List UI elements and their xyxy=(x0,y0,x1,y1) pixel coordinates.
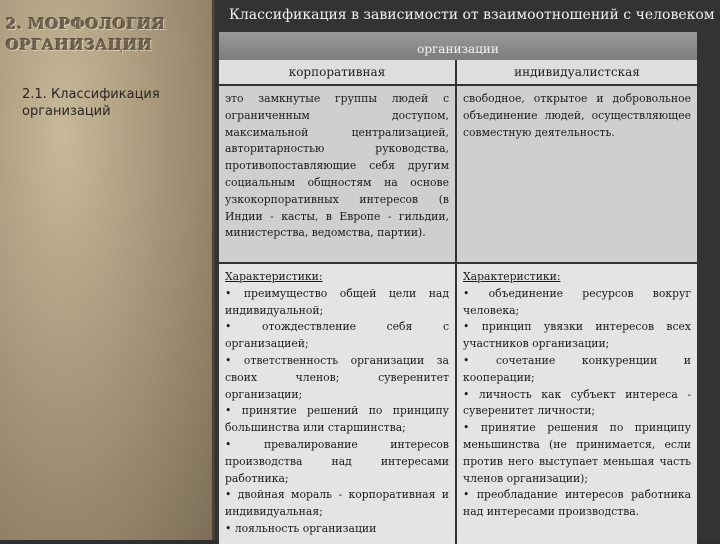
corporate-trait: • отождествление себя с организацией; xyxy=(225,320,449,351)
column-header-individualist: индивидуалистская xyxy=(457,60,697,84)
classification-table xyxy=(219,32,697,544)
individualist-characteristics xyxy=(457,264,697,544)
corporate-trait: • принятие решений по принципу большинства или старшинства; xyxy=(225,404,449,435)
individualist-trait: • объединение ресурсов вокруг человека; xyxy=(463,286,691,317)
individualist-trait: • личность как субъект интереса - суверенитет личности; xyxy=(463,387,691,418)
slide-heading: Классификация в зависимости от взаимоотношений с человеком xyxy=(229,7,715,23)
corporate-trait: • двойная мораль - корпоративная и индивидуальная; xyxy=(225,488,449,519)
individualist-characteristics-label: Характеристики: xyxy=(463,270,561,283)
corporate-trait: • лояльность организации xyxy=(225,521,377,535)
left-decorative-panel xyxy=(0,0,212,540)
characteristics-row xyxy=(219,264,697,544)
corporate-characteristics xyxy=(219,264,455,544)
definition-row xyxy=(219,86,697,262)
table-header-organizations: организации xyxy=(219,32,697,60)
column-header-corporate: корпоративная xyxy=(219,60,455,84)
individualist-definition: свободное, открытое и добровольное объединение людей, осуществляющее совместную деятельность. xyxy=(457,86,697,262)
individualist-trait: • принятие решения по принципу меньшинства (не принимается, если против него выступает меньшая часть членов организации); xyxy=(463,421,691,485)
corporate-trait: • ответственность организации за своих членов; суверенитет организации; xyxy=(225,353,449,401)
section-subtitle: 2.1. Классификация организаций xyxy=(22,87,160,119)
individualist-trait: • преобладание интересов работника над интересами производства. xyxy=(463,488,691,519)
corporate-characteristics-label: Характеристики: xyxy=(225,270,323,283)
column-headers xyxy=(219,60,697,84)
corporate-definition: это замкнутые группы людей с ограниченным доступом, максимальной централизацией, авторитарностью руководства, противопоставляющие себя другим социальным общностям на основе узкокорпоративных интересов (в Индии - касты, в Европе - гильдии, министерства, ведомства, партии). xyxy=(219,86,455,262)
section-title: 2. МОРФОЛОГИЯ ОРГАНИЗАЦИИ xyxy=(6,15,166,54)
individualist-trait: • сочетание конкуренции и кооперации; xyxy=(463,353,691,384)
corporate-trait: • превалирование интересов производства над интересами работника; xyxy=(225,437,449,485)
individualist-trait: • принцип увязки интересов всех участников организации; xyxy=(463,320,691,351)
corporate-trait: • преимущество общей цели над индивидуальной; xyxy=(225,286,449,317)
